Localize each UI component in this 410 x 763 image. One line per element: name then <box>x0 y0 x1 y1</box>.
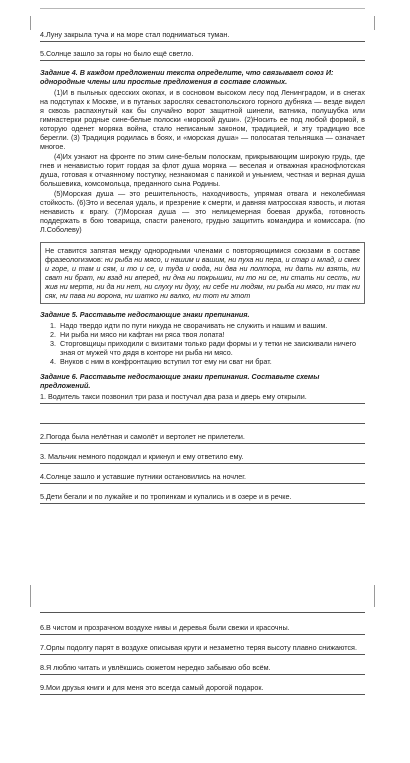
sentence-line-8: 8.Я люблю читать и увлёкшись сюжетом нередко забываю обо всём. <box>40 663 365 675</box>
top-divider <box>40 8 365 9</box>
bottom-sentences <box>40 612 365 703</box>
rule-examples: ни рыба ни мясо, и нашим и вашим, ни пуха ни пера, и стар и млад, и смех и горе, и там и сям, и то и се, и туда и сюда, ни два ни полтора, ни дать ни взять, ни сват ни брат, ни взад ни вперед, ни дна ни покрышки, ни то ни се, ни стать ни сесть, ни жив ни мертв, ни да ни нет, ни слуху ни духу, ни себе ни людям, ни рыба ни мясо, ни так ни сяк, ни пава ни ворона, ни шатко ни валко, ни тот ни этот <box>45 255 360 300</box>
sentence-line-5: 5.Солнце зашло за горы но было ещё светло. <box>40 49 365 61</box>
corner-mark-bottom-right <box>366 585 375 607</box>
answer-line <box>40 412 365 424</box>
list-item: 2. Ни рыба ни мясо ни кафтан ни ряса твоя лопата! <box>58 330 365 339</box>
list-item: 3. Сторговщицы приходили с визитами только ради формы и у тетки не заискивали ничего зная от мужей что дядя в конторе ни рыба ни мясо. <box>58 339 365 357</box>
task6-sentence: 5.Дети бегали и по лужайке и по тропинкам и купались и в озере и в речке. <box>40 492 365 504</box>
sentence-line-6: 6.В чистом и прозрачном воздухе нивы и деревья были свежи и красочны. <box>40 623 365 635</box>
task4-paragraph: (5)Морская душа — это решительность, находчивость, упрямая отвага и неколебимая стойкость. (6)Это и веселая удаль, и презрение к смерти, и давняя матросская язвость, и лютая ненависть к врагу. (7)Морская душа — это нелицемерная боевая дружба, готовность поддержать в бою товарища, спасти раненого, грудью защитить командира и комиссара. (по Л.Соболеву) <box>40 189 365 234</box>
task6-sentence: 3. Мальчик немного подождал и крикнул и ему ответило ему. <box>40 452 365 464</box>
worksheet-content <box>40 30 365 512</box>
task6-sentence: 1. Водитель такси позвонил три раза и постучал два раза и дверь ему открыли. <box>40 392 365 404</box>
task4-paragraph: (4)Их узнают на фронте по этим сине-белым полоскам, прикрывающим широкую грудь, где гнев и ненавистью горит гордая за флот душа моряка — веселая и отважная краснофлотская душа, готовая к отчаянному поступку, незнакомая с паникой и унынием, честная и верная душа большевика, комсомольца, преданного сына Родины. <box>40 152 365 188</box>
list-item: 1. Надо твердо идти по пути никуда не сворачивать не служить и нашим и вашим. <box>58 321 365 330</box>
corner-mark-top-left <box>30 16 39 30</box>
list-item: 4. Внуков с ним в конфронтацию вступил тот ему ни сват ни брат. <box>58 357 365 366</box>
task4-title: Задание 4. В каждом предложении текста определите, что связывает союз И: однородные члены или простые предложения в составе сложных. <box>40 68 334 86</box>
corner-mark-bottom-left <box>30 585 39 607</box>
task5-title: Задание 5. Расставьте недостающие знаки препинания. <box>40 310 250 319</box>
bottom-divider <box>40 612 365 613</box>
rule-box <box>40 242 365 304</box>
corner-mark-top-right <box>366 16 375 30</box>
rule-intro: Не ставится запятая между однородными членами с повторяющимися союзами в составе фразеологизмов: <box>45 246 360 264</box>
task6-sentence: 4.Солнце зашло и уставшие путники остановились на ночлег. <box>40 472 365 484</box>
task4-paragraph: (1)И в пыльных одесских окопах, и в сосновом высоком лесу под Ленинградом, и в снегах на подступах к Москве, и в путаных зарослях севастопольского горного дубняка — везде видел я сквозь распахнутый как бы случайно ворот защитной шинели, ватника, полушубка или гимнастерки родные сине-белые полоски «морской души». (2)Носить ее под любой формой, в которую оденет моряка война, стало неписаным законом, традицией, и эту традицию все берегли. (3) Традиция родилась в боях, и «морская душа» — полосатая тельняшка — означает многое. <box>40 88 365 151</box>
task6-title: Задание 6. Расставьте недостающие знаки препинания. Составьте схемы предложений. <box>40 372 320 390</box>
task6-sentence: 2.Погода была нелётная и самолёт и вертолет не прилетели. <box>40 432 365 444</box>
sentence-line-4: 4.Луну закрыла туча и на море стал подниматься туман. <box>40 30 365 42</box>
sentence-line-7: 7.Орлы подолгу парят в воздухе описывая круги и незаметно теряя высоту плавно снижаются. <box>40 643 365 655</box>
task5-list <box>40 321 365 366</box>
sentence-line-9: 9.Мои друзья книги и для меня это всегда самый дорогой подарок. <box>40 683 365 695</box>
